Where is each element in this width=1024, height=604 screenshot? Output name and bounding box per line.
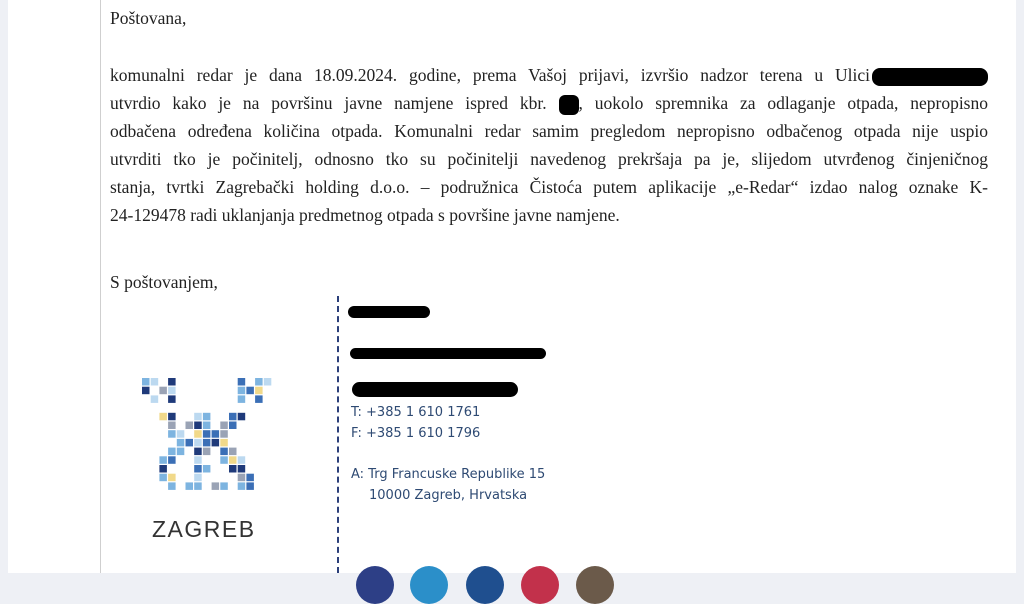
logo-pixel (212, 430, 220, 438)
logo-pixel (151, 395, 159, 403)
signature-address-line1: A: Trg Francuske Republike 15 (351, 467, 546, 482)
logo-pixel (151, 378, 159, 386)
logo-pixel (168, 387, 176, 395)
redacted-department (352, 382, 518, 397)
logo-pixel (220, 430, 228, 438)
social-icon-1[interactable] (356, 566, 394, 604)
logo-pixel (194, 413, 202, 421)
paragraph-line-6: 24-129478 radi uklanjanja predmetnog otpada s površine javne namjene. (110, 205, 620, 225)
logo-pixel (168, 474, 176, 482)
zagreb-logo-wordmark: ZAGREB (152, 516, 256, 542)
logo-pixel (159, 456, 167, 464)
logo-pixel (168, 395, 176, 403)
logo-pixel (246, 474, 254, 482)
logo-pixel (264, 378, 272, 386)
logo-pixel (238, 482, 246, 490)
social-icon-4[interactable] (521, 566, 559, 604)
logo-pixel (168, 482, 176, 490)
signature-divider (337, 296, 339, 573)
greeting: Poštovana, (110, 8, 187, 28)
social-icon-2[interactable] (410, 566, 448, 604)
logo-pixel (229, 456, 237, 464)
logo-pixel (194, 422, 202, 430)
logo-pixel (255, 378, 263, 386)
logo-pixel (238, 474, 246, 482)
message-paragraph (110, 61, 988, 229)
logo-pixel (168, 456, 176, 464)
social-icon-3[interactable] (466, 566, 504, 604)
logo-pixel (220, 439, 228, 447)
logo-pixel (238, 378, 246, 386)
logo-pixel (186, 482, 194, 490)
logo-pixel (246, 482, 254, 490)
logo-pixel (159, 474, 167, 482)
logo-pixel (229, 448, 237, 456)
signature-address-line2: 10000 Zagreb, Hrvatska (369, 488, 528, 503)
logo-pixel (220, 448, 228, 456)
logo-pixel (203, 448, 211, 456)
logo-pixel (229, 422, 237, 430)
logo-pixel (168, 448, 176, 456)
logo-pixel (194, 456, 202, 464)
logo-pixel (177, 448, 185, 456)
logo-pixel (203, 413, 211, 421)
logo-pixel (194, 448, 202, 456)
logo-pixel (177, 439, 185, 447)
logo-pixel (229, 413, 237, 421)
logo-pixel (194, 474, 202, 482)
redacted-name (348, 306, 430, 318)
logo-pixel (168, 378, 176, 386)
closing: S poštovanjem, (110, 272, 218, 292)
logo-pixel (238, 387, 246, 395)
logo-pixel (220, 422, 228, 430)
logo-pixel (203, 465, 211, 473)
social-icon-5[interactable] (576, 566, 614, 604)
logo-pixel (168, 430, 176, 438)
redacted-house-number (559, 95, 579, 115)
logo-pixel (203, 430, 211, 438)
redacted-street (872, 68, 988, 86)
redacted-title (350, 348, 546, 359)
logo-pixel (168, 422, 176, 430)
paragraph-line-2: utvrdio kako je na površinu javne namjene ispred kbr. , uokolo spremnika za odlaganje otpada, nepropisno (110, 93, 988, 113)
logo-pixel (203, 439, 211, 447)
logo-pixel (203, 422, 211, 430)
logo-pixel (142, 387, 150, 395)
logo-pixel (142, 378, 150, 386)
logo-pixel (159, 413, 167, 421)
logo-pixel (194, 430, 202, 438)
logo-pixel (255, 395, 263, 403)
logo-pixel (159, 387, 167, 395)
paragraph-line-1: komunalni redar je dana 18.09.2024. godine, prema Vašoj prijavi, izvršio nadzor terena u Ulici (110, 61, 988, 89)
paragraph-line-4: utvrditi tko je počinitelj, odnosno tko su počinitelji navedenog prekršaja pa je, slijedom utvrđenog činjeničnog (110, 149, 988, 169)
logo-pixel (186, 422, 194, 430)
logo-pixel (220, 482, 228, 490)
logo-pixel (229, 465, 237, 473)
signature-fax: F: +385 1 610 1796 (351, 426, 481, 441)
logo-pixel (238, 413, 246, 421)
logo-pixel (238, 456, 246, 464)
logo-pixel (186, 439, 194, 447)
logo-pixel (238, 395, 246, 403)
logo-pixel (212, 439, 220, 447)
logo-pixel (177, 430, 185, 438)
logo-pixel (220, 456, 228, 464)
logo-pixel (168, 413, 176, 421)
logo-pixel (159, 465, 167, 473)
logo-pixel (194, 439, 202, 447)
paragraph-line-3: odbačena određena količina otpada. Komunalni redar samim pregledom nepropisno odbačenog otpada nije uspio (110, 121, 988, 141)
logo-pixel (246, 387, 254, 395)
signature-phone: T: +385 1 610 1761 (351, 405, 481, 420)
logo-pixel (238, 465, 246, 473)
logo-pixel (212, 482, 220, 490)
logo-pixel (194, 465, 202, 473)
paragraph-line-5: stanja, tvrtki Zagrebački holding d.o.o. – podružnica Čistoća putem aplikacije „e-Redar“ izdao nalog oznake K- (110, 177, 988, 197)
logo-pixel (255, 387, 263, 395)
quote-rule (100, 0, 101, 573)
logo-pixel (194, 482, 202, 490)
